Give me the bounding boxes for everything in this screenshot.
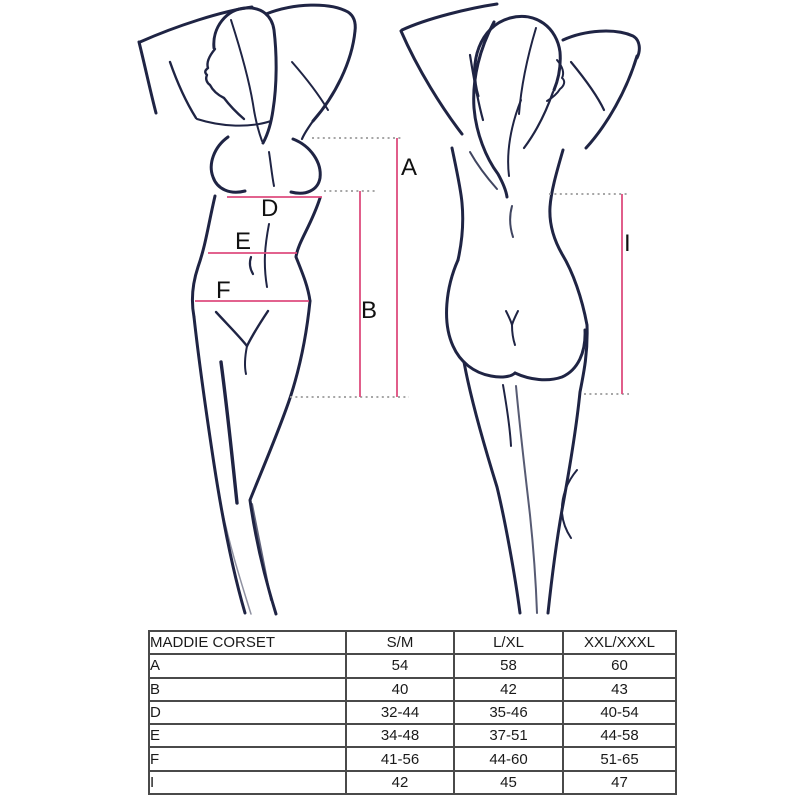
table-row-I xyxy=(149,771,676,794)
size-table-header-row xyxy=(149,631,676,654)
row-label: I xyxy=(149,771,346,794)
front-pubic-center-line xyxy=(245,346,247,374)
value-cell: 34-48 xyxy=(346,724,454,747)
value-cell: 47 xyxy=(563,771,676,794)
value-cell: 35-46 xyxy=(454,701,563,724)
back-center-leg-line xyxy=(516,386,537,613)
measure-label-I: I xyxy=(624,230,631,257)
back-left-leg-inner xyxy=(503,385,511,446)
table-row-B xyxy=(149,678,676,701)
front-hair-strand xyxy=(231,20,262,141)
value-cell: 58 xyxy=(454,654,563,677)
front-right-upperarm-line xyxy=(313,31,355,121)
table-row-A xyxy=(149,654,676,677)
row-label: D xyxy=(149,701,346,724)
measure-label-D: D xyxy=(261,195,279,222)
front-right-innerarm-line xyxy=(292,62,328,110)
column-header-lxl: L/XL xyxy=(454,631,563,654)
back-right-side-and-leg xyxy=(548,150,587,613)
back-right-forearm-line xyxy=(563,31,639,58)
value-cell: 42 xyxy=(346,771,454,794)
front-left-thigh-inner xyxy=(221,362,237,503)
front-right-armpit-line xyxy=(302,121,313,139)
row-label: E xyxy=(149,724,346,747)
value-cell: 44-58 xyxy=(563,724,676,747)
back-shoulderblade-line xyxy=(470,152,497,189)
front-pubic-left-line xyxy=(216,312,247,346)
value-cell: 43 xyxy=(563,678,676,701)
value-cell: 44-60 xyxy=(454,747,563,770)
value-cell: 54 xyxy=(346,654,454,677)
back-face-profile xyxy=(547,60,564,101)
value-cell: 51-65 xyxy=(563,747,676,770)
front-left-innerarm-line xyxy=(170,62,196,118)
front-navel-mark xyxy=(250,257,253,274)
value-cell: 37-51 xyxy=(454,724,563,747)
measure-label-A: A xyxy=(401,154,418,181)
back-left-buttock-curve xyxy=(447,260,515,377)
front-right-leg-outer xyxy=(250,301,310,614)
back-spine-line xyxy=(510,206,513,237)
front-figure xyxy=(139,5,355,614)
back-left-leg-outer xyxy=(464,362,520,613)
back-left-upperarm-line xyxy=(401,31,462,134)
row-label: A xyxy=(149,654,346,677)
front-shin-line xyxy=(221,505,251,614)
back-head-outline xyxy=(475,16,561,96)
product-name-cell: MADDIE CORSET xyxy=(149,631,346,654)
back-left-forearm-line xyxy=(402,4,497,30)
back-cleft-right xyxy=(512,311,518,325)
measure-label-E: E xyxy=(235,228,252,255)
column-header-xxl: XXL/XXXL xyxy=(563,631,676,654)
value-cell: 40-54 xyxy=(563,701,676,724)
back-left-waist-line xyxy=(452,148,463,260)
front-cleavage-line xyxy=(269,152,274,186)
column-header-sm: S/M xyxy=(346,631,454,654)
table-row-E xyxy=(149,724,676,747)
value-cell: 45 xyxy=(454,771,563,794)
front-right-bust-curve xyxy=(291,139,320,193)
front-shoulder-line xyxy=(197,119,271,126)
value-cell: 41-56 xyxy=(346,747,454,770)
back-cleft-stem xyxy=(512,325,515,345)
value-cell: 60 xyxy=(563,654,676,677)
front-right-calf-line xyxy=(252,504,271,600)
front-left-waist-line xyxy=(192,196,215,317)
value-cell: 40 xyxy=(346,678,454,701)
back-cleft-left xyxy=(506,311,512,325)
table-row-D xyxy=(149,701,676,724)
back-right-upperarm-line xyxy=(586,56,637,148)
value-cell: 32-44 xyxy=(346,701,454,724)
back-figure xyxy=(401,4,639,613)
front-pubic-right-line xyxy=(247,311,268,346)
measure-label-B: B xyxy=(361,297,378,324)
back-right-innerarm-line xyxy=(571,62,604,110)
front-face-profile xyxy=(205,49,244,119)
front-right-waist-line xyxy=(296,198,320,301)
front-abdomen-line xyxy=(265,224,269,287)
front-left-upperarm-line xyxy=(139,42,156,113)
row-label: F xyxy=(149,747,346,770)
value-cell: 42 xyxy=(454,678,563,701)
row-label: B xyxy=(149,678,346,701)
front-left-bust-curve xyxy=(211,137,245,192)
front-right-forearm-line xyxy=(266,5,355,31)
back-right-buttock-curve xyxy=(515,330,585,380)
table-row-F xyxy=(149,747,676,770)
measure-label-F: F xyxy=(216,277,231,304)
size-table xyxy=(148,630,677,795)
